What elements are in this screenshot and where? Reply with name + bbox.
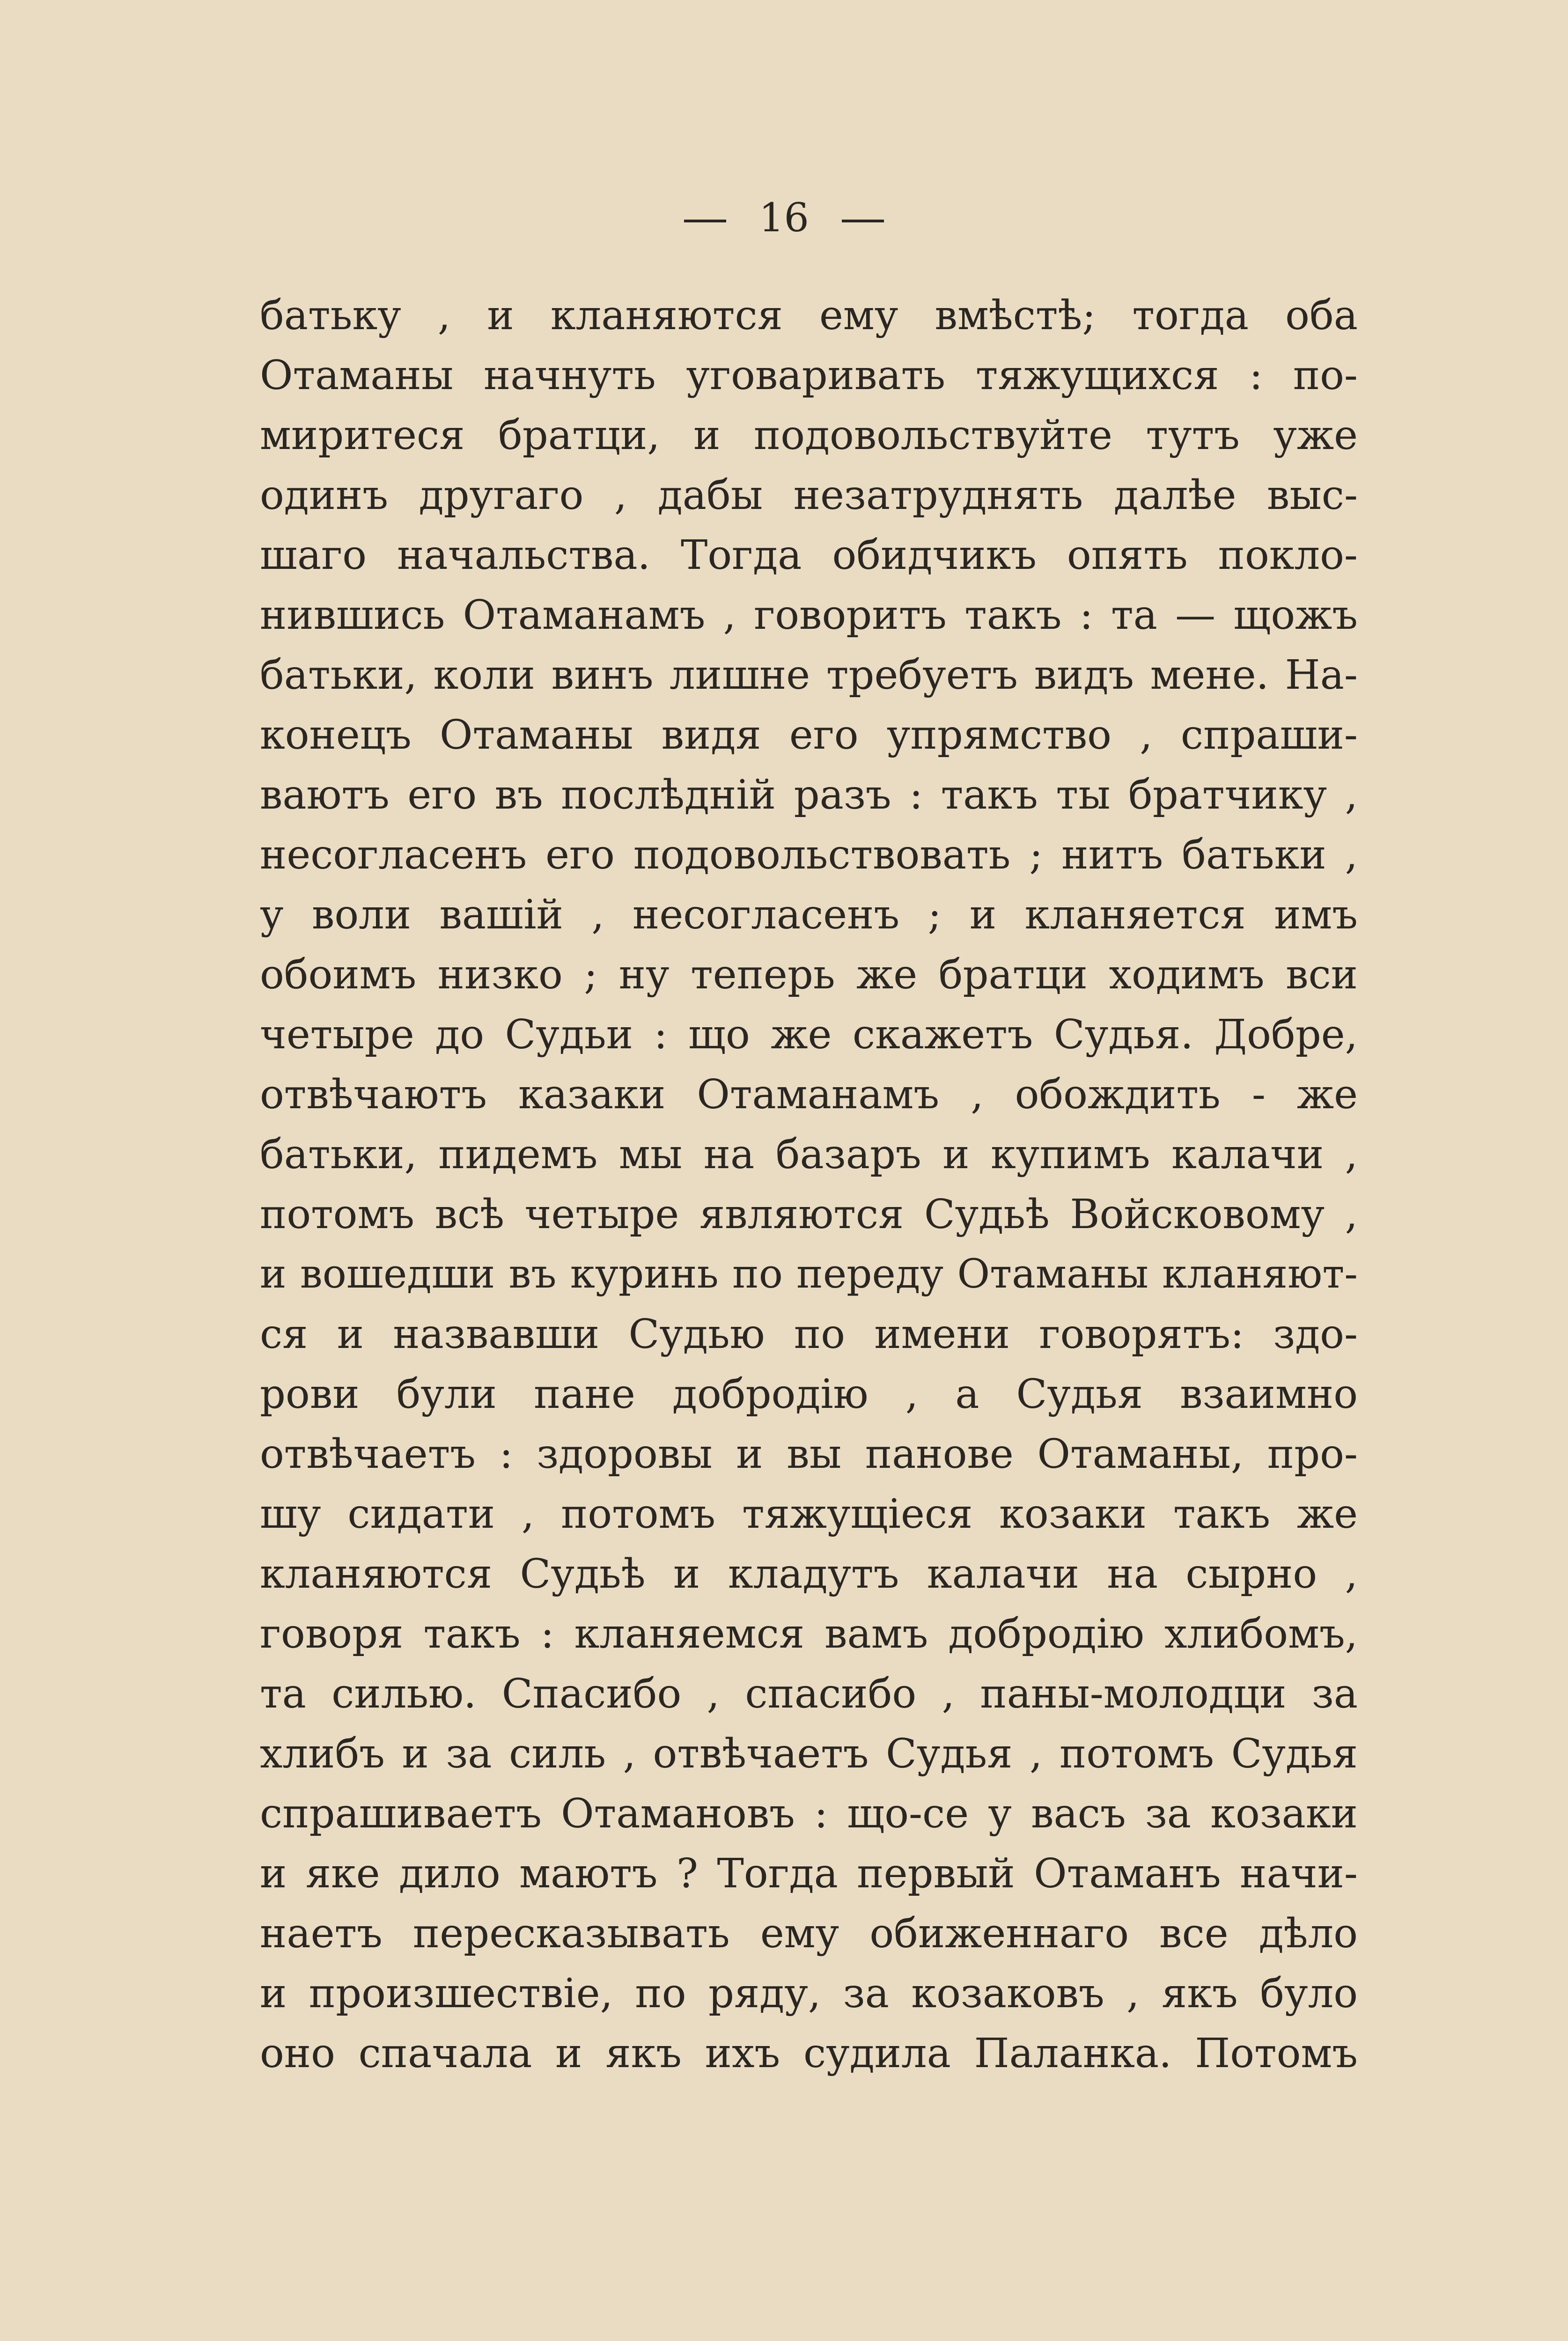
text-line: шу сидати , потомъ тяжущіеся козаки такъ же	[260, 1491, 1358, 1538]
text-line: та силью. Спасибо , спасибо , паны-молодци за	[260, 1671, 1358, 1717]
page-number: 16	[759, 195, 809, 241]
text-line: ваютъ его въ послѣдній разъ : такъ ты братчику ,	[260, 772, 1358, 818]
text-line: отвѣчаютъ казаки Отаманамъ , обождить - же	[260, 1071, 1358, 1118]
text-line: четыре до Судьи : що же скажетъ Судья. Добре,	[260, 1011, 1358, 1058]
text-line: обоимъ низко ; ну теперь же братци ходимъ вси	[260, 951, 1358, 998]
text-line: у воли вашій , несогласенъ ; и кланяется имъ	[260, 891, 1358, 938]
text-line: оно спачала и якъ ихъ судила Паланка. Потомъ	[260, 2030, 1358, 2077]
text-line: несогласенъ его подовольствовать ; нитъ батьки ,	[260, 832, 1358, 878]
text-line: Отаманы начнуть уговаривать тяжущихся : по-	[260, 352, 1358, 399]
text-line: батьки, коли винъ лишне требуетъ видъ мене. На-	[260, 652, 1358, 699]
text-line: батьку , и кланяются ему вмѣстѣ; тогда оба	[260, 292, 1358, 339]
page-header	[0, 187, 1568, 248]
text-line: одинъ другаго , дабы незатруднять далѣе выс-	[260, 472, 1358, 519]
text-line: миритеся братци, и подовольствуйте тутъ уже	[260, 412, 1358, 459]
text-line: потомъ всѣ четыре являются Судьѣ Войсковому ,	[260, 1191, 1358, 1238]
text-line: хлибъ и за силь , отвѣчаетъ Судья , потомъ Судья	[260, 1730, 1358, 1777]
text-line: и вошедши въ куринь по переду Отаманы кланяют-	[260, 1251, 1358, 1297]
body-text	[260, 286, 1358, 2083]
text-line: кланяются Судьѣ и кладутъ калачи на сырно ,	[260, 1551, 1358, 1597]
text-line: спрашиваетъ Отамановъ : що-се у васъ за козаки	[260, 1790, 1358, 1837]
text-line: ся и назвавши Судью по имени говорятъ: здо-	[260, 1311, 1358, 1358]
text-line: говоря такъ : кланяемся вамъ добродію хлибомъ,	[260, 1611, 1358, 1657]
text-line: шаго начальства. Тогда обидчикъ опять покло-	[260, 532, 1358, 579]
text-line: батьки, пидемъ мы на базаръ и купимъ калачи ,	[260, 1131, 1358, 1178]
text-line: рови були пане добродію , а Судья взаимно	[260, 1371, 1358, 1418]
text-line: и произшествіе, по ряду, за козаковъ , якъ було	[260, 1970, 1358, 2017]
text-line: конецъ Отаманы видя его упрямство , спраши-	[260, 712, 1358, 758]
right-dash	[842, 220, 884, 222]
text-line: и яке дило маютъ ? Тогда первый Отаманъ начи-	[260, 1850, 1358, 1897]
text-line: наетъ пересказывать ему обиженнаго все дѣло	[260, 1910, 1358, 1957]
text-line: отвѣчаетъ : здоровы и вы панове Отаманы, про-	[260, 1431, 1358, 1478]
text-line: нившись Отаманамъ , говоритъ такъ : та — щожъ	[260, 592, 1358, 639]
left-dash	[684, 220, 726, 222]
